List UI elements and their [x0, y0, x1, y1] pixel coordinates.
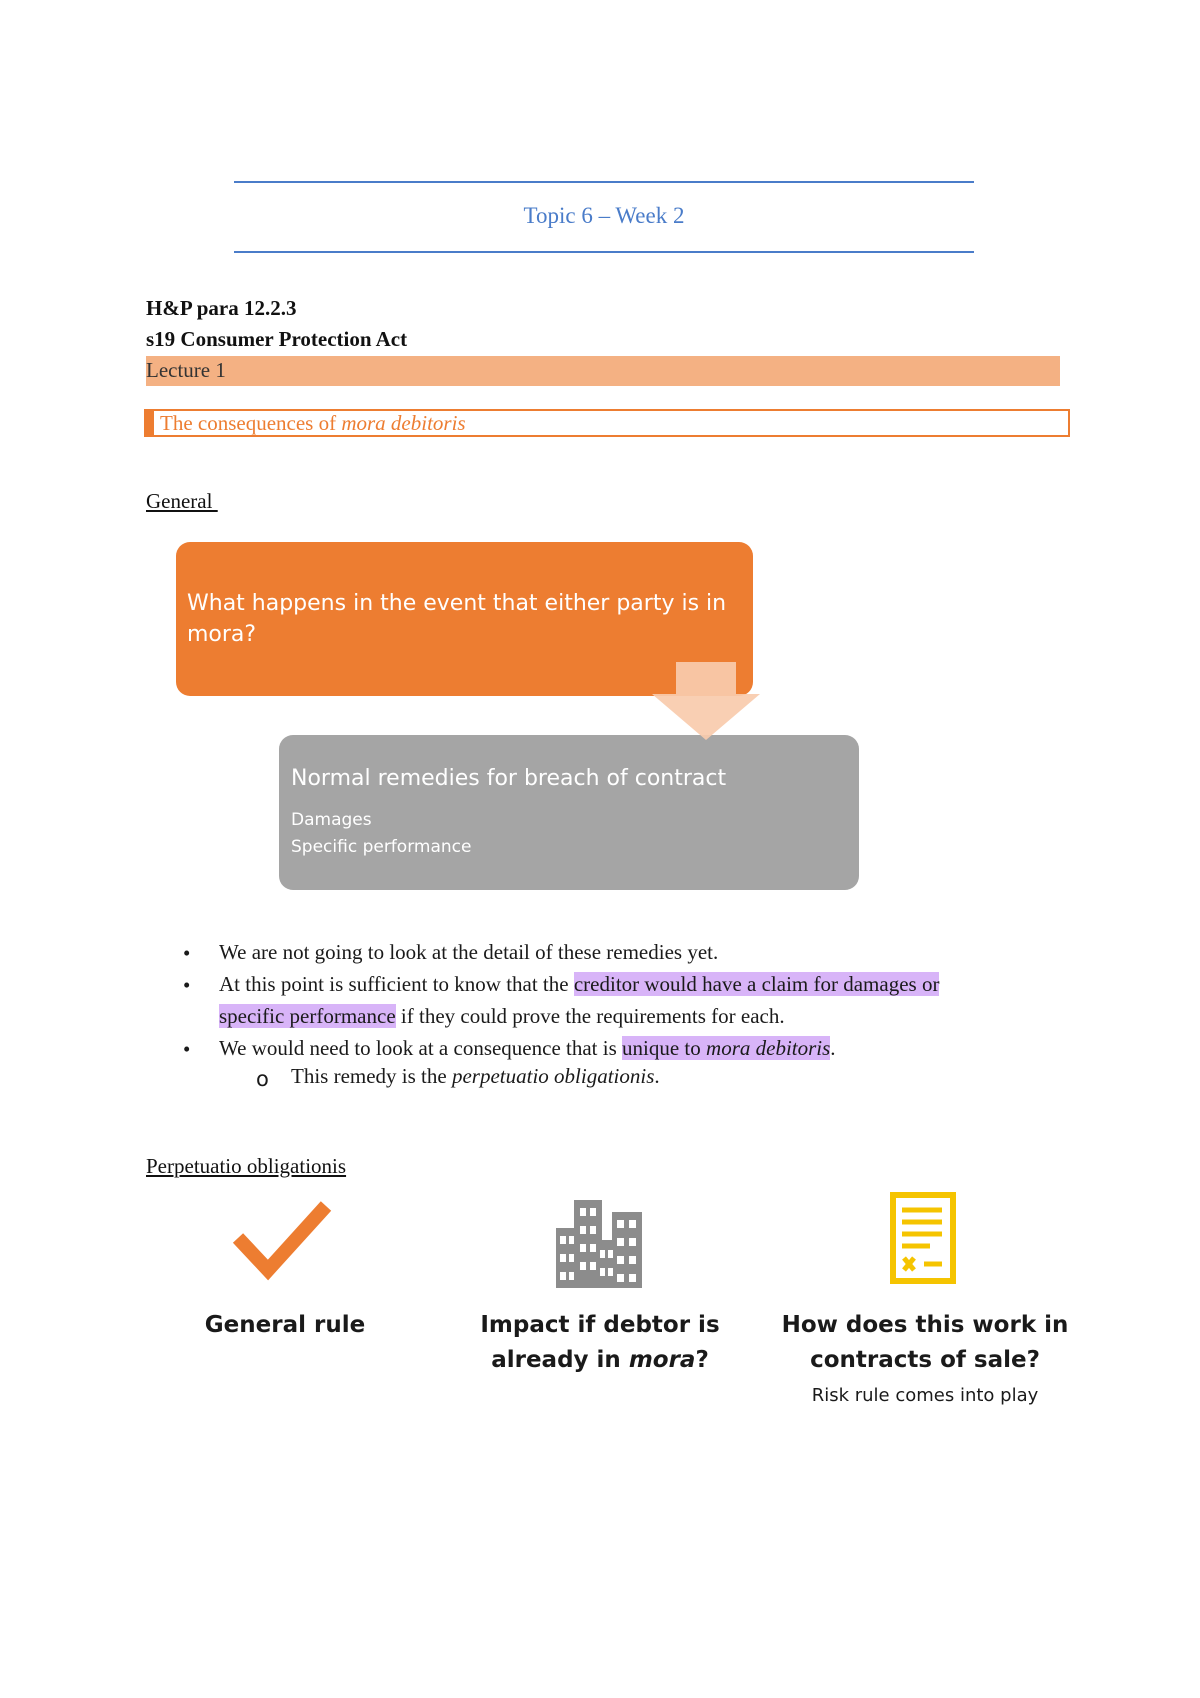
reference-cpa: s19 Consumer Protection Act: [146, 327, 408, 351]
impact-title-line-1: Impact if debtor is: [480, 1312, 720, 1338]
bullet-3: [219, 1032, 836, 1064]
remedy-specific-performance: Specific performance: [291, 837, 472, 857]
highlight-unique: [622, 1036, 830, 1060]
down-arrow-icon: [650, 662, 762, 742]
highlight-unique-italic: mora debitoris: [706, 1036, 831, 1060]
perpetuatio-heading: Perpetuatio obligationis: [146, 1154, 347, 1178]
bullet-2-line-1: [219, 968, 939, 1000]
bullet-3-pre: We would need to look at a consequence that is: [219, 1036, 623, 1060]
remedy-damages: Damages: [291, 810, 372, 830]
buildings-icon: [556, 1200, 646, 1288]
section-title-prefix: The consequences of: [160, 411, 342, 435]
section-title: [160, 411, 466, 436]
impact-title: [455, 1308, 745, 1378]
sub-bullet-text: [291, 1064, 660, 1089]
checkmark-icon: [230, 1190, 334, 1290]
bullet-2-post: if they could prove the requirements for each.: [395, 1004, 785, 1028]
lecture-label: Lecture 1: [146, 358, 226, 382]
bullet-marker: •: [183, 973, 191, 997]
lecture-bar: [146, 356, 1060, 386]
contracts-title-line-1: How does this work in: [781, 1312, 1069, 1338]
highlight-unique-text: unique to: [622, 1036, 707, 1060]
bullet-3-post: .: [830, 1036, 836, 1060]
bullet-1: We are not going to look at the detail of these remedies yet.: [219, 940, 719, 964]
risk-rule-note: Risk rule comes into play: [811, 1385, 1039, 1406]
contracts-title-line-2: contracts of sale?: [810, 1347, 1040, 1373]
sub-bullet-marker: o: [256, 1067, 269, 1091]
impact-title-line-2: [455, 1343, 745, 1378]
highlight-creditor-claim: creditor would have a claim for damages or: [573, 972, 940, 996]
sub-bullet-post: .: [654, 1064, 660, 1088]
section-title-italic: mora debitoris: [341, 411, 466, 435]
impact-title-italic: mora: [628, 1347, 696, 1373]
bullet-2-pre: At this point is sufficient to know that the: [219, 972, 574, 996]
contracts-of-sale-title: [765, 1308, 1085, 1378]
bullet-2-line-2: [219, 1000, 785, 1032]
highlight-specific-performance: specific performance: [219, 1004, 396, 1028]
bullet-marker: •: [183, 1037, 191, 1061]
general-heading: General: [146, 489, 218, 513]
bottom-rule: [234, 251, 974, 253]
topic-title: Topic 6 – Week 2: [523, 203, 685, 228]
bullet-marker: •: [183, 941, 191, 965]
remedies-title: Normal remedies for breach of contract: [291, 766, 727, 791]
question-text: What happens in the event that either party is in mora?: [187, 591, 727, 647]
impact-title-pre: already in: [491, 1347, 629, 1373]
document-icon: [890, 1192, 956, 1284]
general-rule-title: General rule: [204, 1312, 366, 1338]
reference-hp: H&P para 12.2.3: [146, 296, 297, 320]
top-rule: [234, 181, 974, 183]
impact-title-post: ?: [695, 1347, 709, 1373]
sub-bullet-pre: This remedy is the: [291, 1064, 452, 1088]
sub-bullet-italic: perpetuatio obligationis: [451, 1064, 655, 1088]
